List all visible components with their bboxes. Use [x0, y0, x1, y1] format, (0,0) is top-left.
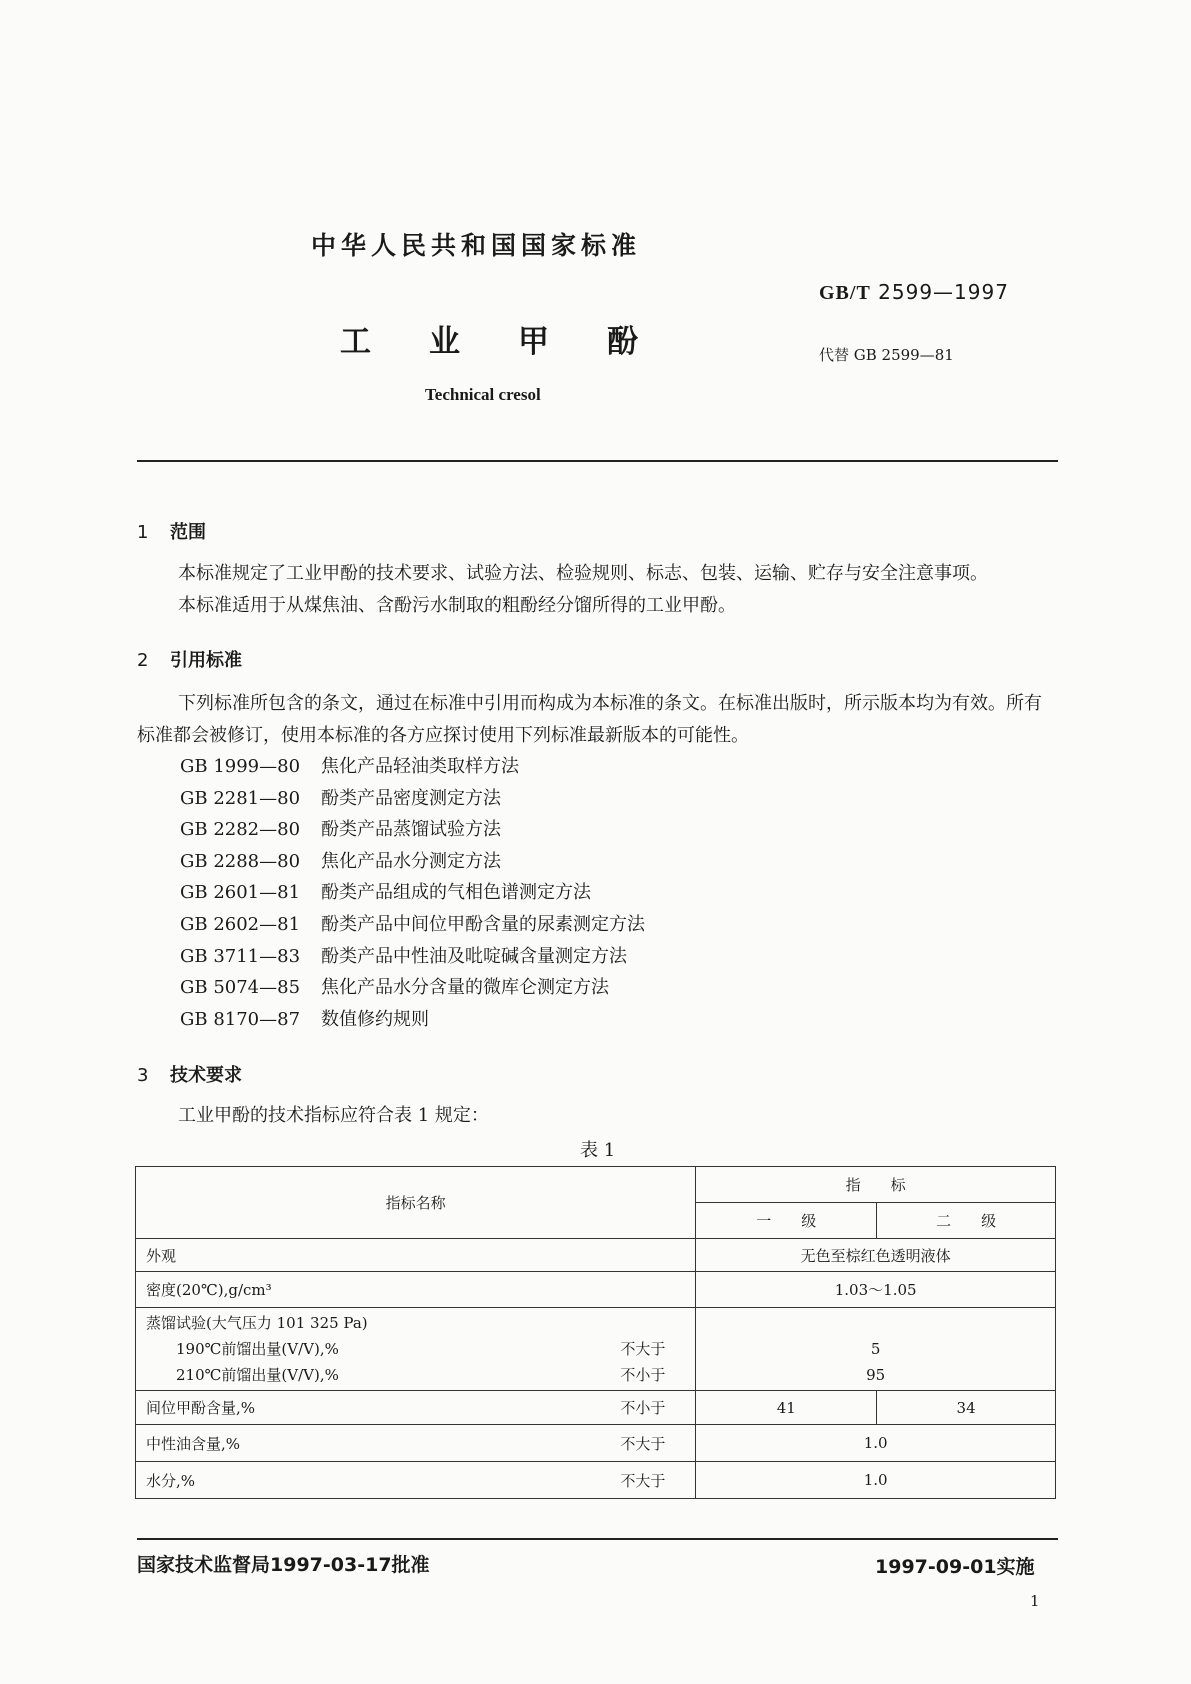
row-value: 1.03～1.05: [696, 1272, 1056, 1308]
row-name: 水分,%: [146, 1471, 196, 1490]
sub-item: [146, 1362, 685, 1388]
sub-item: [146, 1336, 685, 1362]
paragraph: 工业甲酚的技术指标应符合表 1 规定：: [178, 1105, 489, 1126]
row-name: 中性油含量,%: [146, 1434, 241, 1453]
sub-item-name: 210℃前馏出量(V/V),%: [176, 1366, 339, 1384]
page-number: 1: [1030, 1592, 1040, 1610]
limit-label: 不大于: [620, 1434, 666, 1453]
header-cell-name: 指标名称: [136, 1167, 696, 1239]
limit-label: 不大于: [620, 1471, 666, 1490]
section-title: 范围: [170, 522, 206, 543]
section-paragraphs: [137, 558, 1057, 622]
reference-code: GB 8170—87: [180, 1008, 301, 1030]
section-number: 3: [137, 1065, 149, 1086]
limit-label: 不大于: [620, 1340, 666, 1358]
row-name-cell: [136, 1391, 696, 1425]
title-chinese: 工业甲酚: [340, 324, 696, 360]
limit-label: 不小于: [620, 1366, 666, 1384]
reference-item: [180, 752, 645, 784]
row-name-distillation: [136, 1308, 696, 1391]
table-header-row: [136, 1167, 1056, 1203]
reference-title: 数值修约规则: [321, 1008, 429, 1030]
table-row: [136, 1239, 1056, 1272]
reference-code: GB 1999—80: [180, 756, 301, 777]
table-row: [136, 1308, 1056, 1391]
row-value: 无色至棕红色透明液体: [696, 1239, 1056, 1272]
reference-item: [180, 910, 645, 942]
header-rule: [137, 460, 1058, 462]
paragraph: 本标准规定了工业甲酚的技术要求、试验方法、检验规则、标志、包装、运输、贮存与安全注意事项。: [178, 563, 988, 584]
row-name: 外观: [136, 1239, 696, 1272]
effective-date: 1997-09-01实施: [875, 1556, 1035, 1578]
paragraph: 本标准适用于从煤焦油、含酚污水制取的粗酚经分馏所得的工业甲酚。: [178, 595, 736, 616]
table-row: [136, 1425, 1056, 1462]
footer-rule: [137, 1538, 1058, 1540]
section-heading: [137, 646, 242, 672]
reference-code: GB 2602—81: [180, 913, 301, 935]
reference-item: [180, 784, 645, 816]
reference-code: GB 2601—81: [180, 882, 301, 904]
specification-table: [135, 1166, 1056, 1499]
reference-item: [180, 815, 645, 847]
reference-title: 焦化产品轻油类取样方法: [321, 756, 519, 777]
row-name: 间位甲酚含量,%: [146, 1399, 256, 1417]
paragraph: 下列标准所包含的条文，通过在标准中引用而构成为本标准的条文。在标准出版时，所示版本均为有效。所有标准都会被修订，使用本标准的各方应探讨使用下列标准最新版本的可能性。: [137, 693, 1042, 746]
reference-title: 酚类产品密度测定方法: [321, 787, 501, 809]
issuing-organization: 中华人民共和国国家标准: [311, 231, 642, 260]
reference-title: 酚类产品中性油及吡啶碱含量测定方法: [321, 945, 627, 967]
row-value: 1.0: [696, 1462, 1056, 1499]
reference-item: [180, 942, 645, 974]
title-english: Technical cresol: [425, 385, 541, 404]
row-value: 5: [870, 1340, 881, 1358]
table-row: [136, 1391, 1056, 1425]
row-value-distillation: [696, 1308, 1056, 1391]
reference-title: 酚类产品组成的气相色谱测定方法: [321, 882, 591, 904]
reference-code: GB 2281—80: [180, 787, 301, 809]
replaces-note: 代替 GB 2599—81: [819, 346, 954, 364]
header-cell-index: 指 标: [696, 1167, 1056, 1203]
reference-item: [180, 847, 645, 879]
section-heading: [137, 518, 206, 544]
row-value: 1.0: [696, 1425, 1056, 1462]
reference-title: 焦化产品水分含量的微库仑测定方法: [321, 977, 609, 999]
table-caption: 表 1: [580, 1140, 616, 1161]
reference-code: GB 3711—83: [180, 945, 301, 967]
reference-list: [180, 752, 645, 1036]
row-value-grade1: 41: [696, 1391, 877, 1425]
reference-code: GB 2288—80: [180, 850, 301, 872]
reference-code: GB 5074—85: [180, 977, 301, 999]
limit-label: 不小于: [620, 1399, 666, 1417]
standard-code-number: 2599—1997: [878, 280, 1009, 304]
section-number: 2: [137, 650, 149, 671]
row-value-grade2: 34: [877, 1391, 1056, 1425]
row-name: 蒸馏试验(大气压力 101 325 Pa): [146, 1314, 368, 1332]
row-name-cell: [136, 1425, 696, 1462]
reference-title: 酚类产品中间位甲酚含量的尿素测定方法: [321, 913, 645, 935]
header-cell-grade2: 二 级: [877, 1203, 1056, 1239]
section-number: 1: [137, 522, 149, 543]
row-name-cell: [136, 1462, 696, 1499]
reference-item: [180, 973, 645, 1005]
table-row: [136, 1462, 1056, 1499]
reference-code: GB 2282—80: [180, 819, 301, 841]
table-row: [136, 1272, 1056, 1308]
header-cell-grade1: 一 级: [696, 1203, 877, 1239]
section-title: 引用标准: [170, 650, 242, 671]
reference-item: [180, 878, 645, 910]
section-heading: [137, 1061, 242, 1087]
reference-title: 焦化产品水分测定方法: [321, 850, 501, 872]
sub-item-name: 190℃前馏出量(V/V),%: [176, 1340, 339, 1358]
approval-date: 国家技术监督局1997-03-17批准: [137, 1554, 430, 1576]
row-name: 密度(20℃),g/cm³: [136, 1272, 696, 1308]
standard-code: [819, 280, 1009, 305]
standard-code-prefix: GB/T: [819, 282, 871, 304]
section-title: 技术要求: [170, 1065, 242, 1086]
reference-item: [180, 1005, 645, 1037]
row-value: 95: [866, 1366, 886, 1384]
reference-title: 酚类产品蒸馏试验方法: [321, 819, 501, 841]
